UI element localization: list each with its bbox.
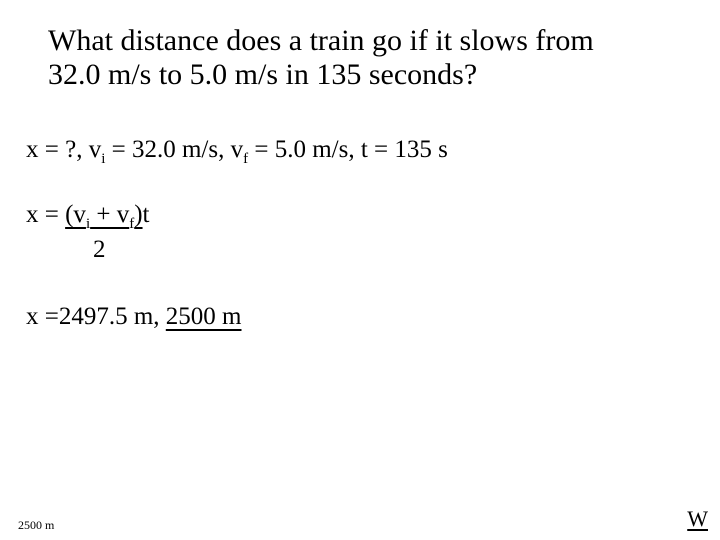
title-line-2: 32.0 m/s to 5.0 m/s in 135 seconds? <box>48 58 478 91</box>
formula-denominator: 2 <box>93 236 106 263</box>
formula-open: (v <box>65 201 86 228</box>
answer-rounded: 2500 m <box>165 303 242 330</box>
given-values-line <box>26 136 448 167</box>
given-vf-subscript: f <box>243 151 249 167</box>
footer-link[interactable]: W <box>687 506 708 531</box>
answer-raw: x =2497.5 m, <box>26 303 166 330</box>
given-vi-value: = 32.0 m/s, v <box>105 136 244 163</box>
formula-numerator <box>65 201 143 232</box>
given-vf-and-t: = 5.0 m/s, t = 135 s <box>248 136 448 163</box>
footer-note: 2500 m <box>18 518 55 532</box>
formula-plus: + v <box>90 201 130 228</box>
formula-vi-subscript: i <box>85 216 91 232</box>
given-x: x = ?, v <box>26 136 102 163</box>
formula-line <box>26 201 150 232</box>
answer-line <box>26 303 242 331</box>
given-vi-subscript: i <box>101 151 106 167</box>
formula-lhs: x = <box>26 201 66 228</box>
formula-t: t <box>142 201 150 228</box>
slide-title <box>48 24 594 92</box>
title-line-1: What distance does a train go if it slows from <box>48 24 594 57</box>
formula-close: ) <box>134 201 143 228</box>
formula-vf-subscript: f <box>129 216 135 232</box>
